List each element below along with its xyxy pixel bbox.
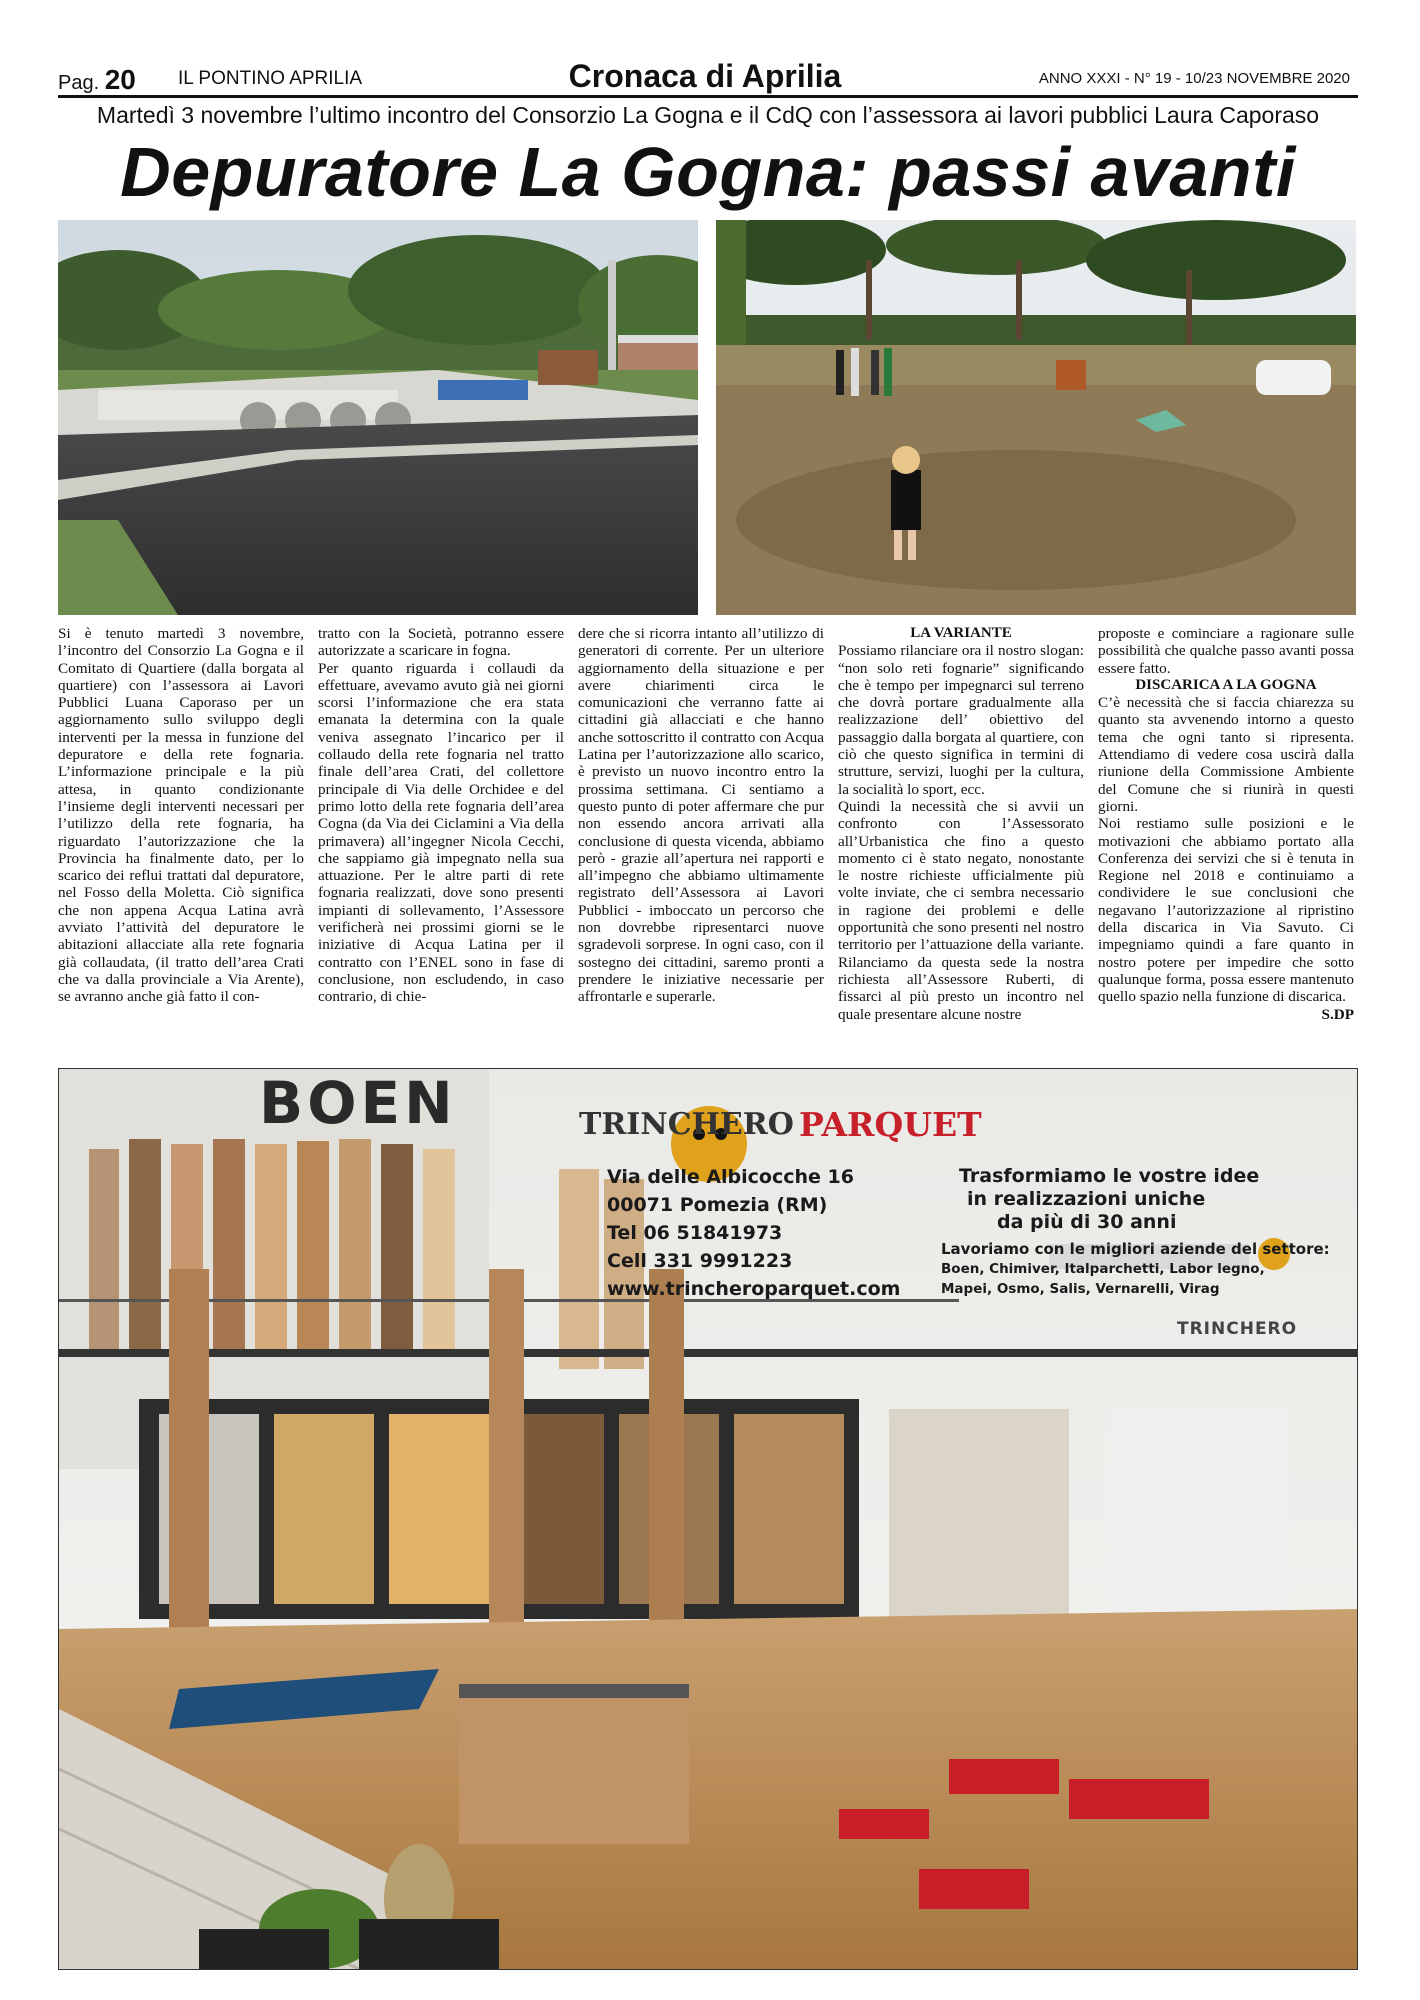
page-number: 20 — [104, 64, 136, 95]
header-rule — [58, 95, 1358, 98]
article-paragraph: Noi restiamo sulle posizioni e le motivazioni che abbiamo portato alla Conferenza dei servizi che si è tenuta in Regione nel 2018 e continuiamo a condividere le sue conclusioni che negavano l’autorizzazione al ripristino della discarica in Via Savuto. Ci impegniamo quindi a fare quanto in nostro potere per impedire che sotto qualunque forma, possa essere mantenuto quello spazio nella funzione di discarica. S.DP — [1098, 815, 1354, 1023]
article-headline: Depuratore La Gogna: passi avanti — [120, 133, 1296, 211]
article-column-4 — [838, 625, 1084, 1023]
article-paragraph: dere che si ricorra intanto all’utilizzo di generatori di corrente. Per un ulteriore aggiornamento della situazione e per avere chiarimenti circa le comunicazioni che verranno fatte ai cittadini già allacciati e che hanno anche sottoscritto il contratto con Acqua Latina per l’autorizzazione allo scarico, è previsto un nuovo incontro entro la prossima settimana. Ci sentiamo a questo punto di poter affermare che pur non essendo ancora arrivati alla conclusione di questa vicenda, abbiamo però - grazie all’apertura nei rapporti e all’impegno che abbiamo ultimamente registrato dell’Assessora ai Lavori Pubblici - imboccato un percorso che non dovrebbe ripresentarci nuove sgradevoli sorprese. In ogni caso, con il sostegno dei cittadini, saremo pronti a prendere le iniziative necessarie per affrontarle e superarle. — [578, 625, 824, 1006]
photo-park-meeting — [716, 220, 1356, 615]
photo-depurator-plant — [58, 220, 698, 615]
issue-info: ANNO XXXI - N° 19 - 10/23 NOVEMBRE 2020 — [1038, 70, 1350, 87]
advert-partners — [941, 1239, 1330, 1299]
article-column-3 — [578, 625, 824, 1006]
slogan-line: da più di 30 anni — [997, 1211, 1177, 1233]
article-paragraph: C’è necessità che si faccia chiarezza su quanto sta avvenendo intorno a questo tema che ogni tanto si ripresenta. Attendiamo di vedere cosa uscirà dalla riunione della Commissione Ambiente del Comune che si riunirà in questi giorni. — [1098, 694, 1354, 815]
article-column-1 — [58, 625, 304, 1006]
article-column-2 — [318, 625, 564, 1006]
advert-address-block — [607, 1163, 900, 1303]
article-paragraph: Si è tenuto martedì 3 novembre, l’incontro del Consorzio La Gogna e il Comitato di Quartiere (dalla borgata al quartiere) con l’assessora ai Lavori Pubblici Luana Caporaso per un aggiornamento sullo sviluppo degli interventi per la messa in funzione del depuratore e della rete fognaria. L’informazione principale e la più attesa, in quanto condizionante l’insieme degli interventi necessari per l’utilizzo della rete fognaria, ha riguardato l’autorizzazione che la Provincia ha finalmente dato, per lo scarico dei reflui trattati dal depuratore, nel Fosso della Moletta. Ciò significa che non appena Acqua Latina avrà avviato l’attività del depuratore le abitazioni allacciate alla rete fognaria già collaudata, (il tratto dell’area Crati che va dalla provinciale a Via Arente), se avranno anche già fatto il con- — [58, 625, 304, 1006]
brand-right: PARQUET — [799, 1105, 982, 1144]
brand-left: TRINCHERO — [579, 1107, 794, 1142]
advert-trinchero-parquet — [58, 1068, 1358, 1970]
article-kicker: Martedì 3 novembre l’ultimo incontro del Consorzio La Gogna e il CdQ con l’assessora ai lavori pubblici Laura Caporaso — [96, 102, 1320, 128]
partners-title: Lavoriamo con le migliori aziende del settore: — [941, 1240, 1330, 1258]
slogan-line: in realizzazioni uniche — [967, 1188, 1206, 1210]
article-paragraph: Per quanto riguarda i collaudi da effettuare, avevamo avuto già nei giorni scorsi l’informazione che era stata emanata la determina con la quale veniva assegnato l’incarico per il collaudo della rete fognaria nel tratto finale dell’area Crati, del collettore principale di Via delle Orchidee e del primo lotto della rete fognaria dell’area Cogna (da Via dei Ciclamini a Via della primavera) all’ingegner Nicola Cecchi, che sappiamo già impegnato nella sua attuazione. Per le altre parti di rete fognaria realizzati, dove sono presenti impianti di sollevamento, l’Assessore verificherà nei prossimi giorni se le iniziative di Acqua Latina per il contratto con l’ENEL sono in fase di conclusione, non escludendo, in caso contrario, di chie- — [318, 659, 564, 1006]
partners-line: Boen, Chimiver, Italparchetti, Labor legno, — [941, 1261, 1265, 1277]
showroom-sign: BOEN — [259, 1069, 457, 1137]
phone-line: Tel 06 51841973 — [607, 1222, 783, 1244]
wall-brand-sign: TRINCHERO — [1177, 1319, 1298, 1339]
article-paragraph: proposte e cominciare a ragionare sulle possibilità che qualche passo avanti possa essere fatto. — [1098, 625, 1354, 677]
address-line: Via delle Albicocche 16 — [607, 1166, 854, 1188]
subheading-variante: LA VARIANTE — [910, 625, 1012, 641]
website-link[interactable]: www.trincheroparquet.com — [607, 1278, 901, 1300]
mobile-line: Cell 331 9991223 — [607, 1250, 793, 1272]
article-paragraph: Possiamo rilanciare ora il nostro slogan: “non solo reti fognarie” significando che è tempo per impegnarci sul terreno che dovrà portare gradualmente alla realizzazione dell’ obiettivo del passaggio dalla borgata al quartiere, con ciò che questo significa in termini di strutture, servizi, luoghi per la cultura, la socialità lo sport, ecc. — [838, 642, 1084, 798]
subheading-discarica: DISCARICA A LA GOGNA — [1135, 676, 1317, 693]
slogan-line: Trasformiamo le vostre idee — [959, 1165, 1260, 1187]
section-title: Cronaca di Aprilia — [568, 58, 842, 94]
author-signature: S.DP — [1321, 1005, 1354, 1023]
advert-slogan — [959, 1165, 1259, 1234]
address-line: 00071 Pomezia (RM) — [607, 1194, 828, 1216]
page-number-label: Pag. 20 — [58, 64, 136, 95]
article-paragraph: Quindi la necessità che si avvii un confronto con l’Assessorato all’Urbanistica che fino a questo momento ci è stato negato, nonostante le nostre richieste ufficialmente più volte inviate, che ci sembra necessario in ragione dei problemi e delle opportunità che sono presenti nel nostro territorio per l’attuazione della variante. Rilanciamo da questa sede la nostra richiesta all’Assessore Ruberti, di fissarci al più presto un incontro nel quale presentare alcune nostre — [838, 797, 1084, 1023]
partners-line: Mapei, Osmo, Salis, Vernarelli, Virag — [941, 1281, 1220, 1297]
publication-name: IL PONTINO APRILIA — [178, 68, 363, 89]
article-paragraph: tratto con la Società, potranno essere autorizzate a scaricare in fogna. — [318, 625, 564, 660]
article-column-5 — [1098, 625, 1354, 1023]
